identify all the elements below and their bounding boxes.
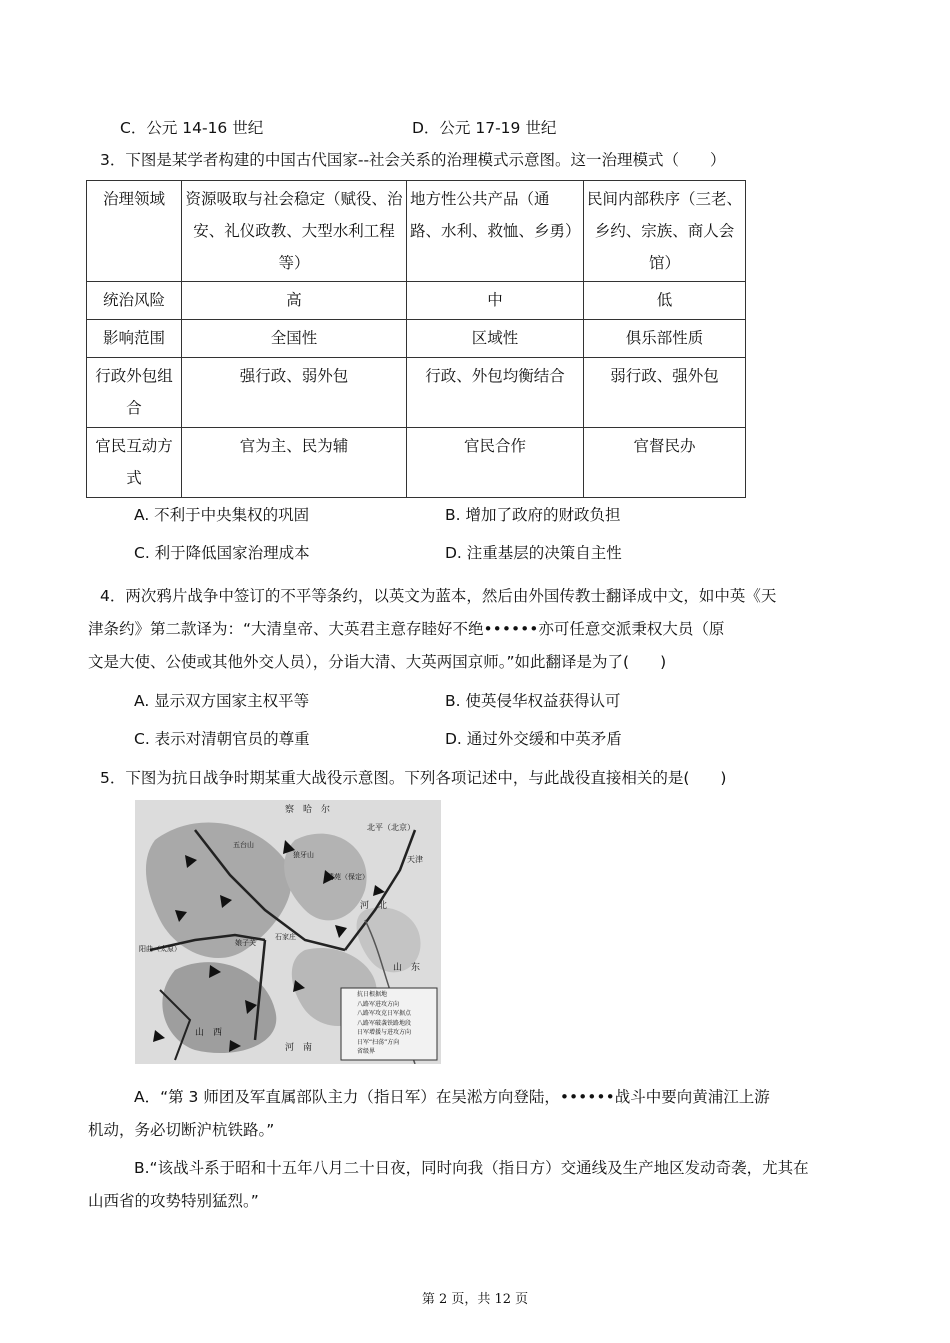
- q3-stem: 3．下图是某学者构建的中国古代国家--社会关系的治理模式示意图。这一治理模式（ ）: [100, 151, 726, 169]
- q4-option-a: A. 显示双方国家主权平等: [134, 692, 310, 710]
- map-label: 察 哈 尔: [285, 805, 331, 815]
- table-row: [87, 358, 746, 428]
- table-cell: 中: [407, 282, 584, 320]
- table-row: [87, 320, 746, 358]
- table-cell: 统治风险: [87, 282, 182, 320]
- map-legend: [357, 990, 411, 1057]
- table-row: [87, 428, 746, 498]
- table-cell: 弱行政、强外包: [584, 358, 746, 428]
- legend-item: 抗日根据地: [357, 991, 388, 998]
- table-cell: 官民互动方式: [87, 428, 182, 498]
- map-label: 狼牙山: [293, 851, 314, 859]
- map-label: 阳曲（太原）: [139, 945, 181, 953]
- q4-option-c: C. 表示对清朝官员的尊重: [134, 730, 310, 748]
- q5-option-a-line2: 机动，务必切断沪杭铁路。”: [88, 1121, 275, 1139]
- legend-item: 八路军进攻方向: [357, 1000, 400, 1008]
- q2-option-c: C．公元 14-16 世纪: [120, 119, 264, 137]
- table-cell: 高: [182, 282, 407, 320]
- legend-item: 日军增援与进攻方向: [357, 1029, 412, 1036]
- q3-option-c: C. 利于降低国家治理成本: [134, 544, 310, 562]
- q3-option-a: A. 不利于中央集权的巩固: [134, 506, 310, 524]
- table-cell: 地方性公共产品（通路、水利、救恤、乡勇）: [407, 181, 584, 282]
- legend-item: 省级界: [357, 1048, 376, 1055]
- q4-option-b: B. 使英侵华权益获得认可: [445, 692, 621, 710]
- table-cell: 强行政、弱外包: [182, 358, 407, 428]
- table-cell: 行政外包组合: [87, 358, 182, 428]
- table-cell: 俱乐部性质: [584, 320, 746, 358]
- map-label: 山 东: [393, 963, 421, 973]
- map-label: 山 西: [195, 1028, 223, 1038]
- q4-stem-line2: 津条约》第二款译为：“大清皇帝、大英君主意存睦好不绝••••••亦可任意交派秉权大员（原: [88, 620, 725, 638]
- table-cell: 官督民办: [584, 428, 746, 498]
- table-cell: 行政、外包均衡结合: [407, 358, 584, 428]
- governance-table: [86, 180, 746, 498]
- table-cell: 治理领域: [87, 181, 182, 282]
- map-label: 石家庄: [275, 933, 296, 941]
- table-row: [87, 282, 746, 320]
- table-cell: 低: [584, 282, 746, 320]
- legend-item: 八路军攻克日军据点: [357, 1010, 412, 1017]
- q5-option-b-line1: B.“该战斗系于昭和十五年八月二十日夜，同时向我（指日方）交通线及生产地区发动奇袭，尤其在: [134, 1159, 809, 1177]
- map-label: 天津: [407, 855, 423, 864]
- q2-option-d: D．公元 17-19 世纪: [412, 119, 557, 137]
- legend-item: 八路军破袭铁路地段: [357, 1019, 412, 1027]
- table-cell: 影响范围: [87, 320, 182, 358]
- legend-item: 日军“扫荡”方向: [357, 1038, 400, 1046]
- q3-option-d: D. 注重基层的决策自主性: [445, 544, 622, 562]
- table-cell: 区域性: [407, 320, 584, 358]
- map-label: 娘子关: [235, 939, 256, 947]
- page-footer: 第 2 页，共 12 页: [421, 1292, 529, 1307]
- map-label: 五台山: [233, 841, 254, 849]
- map-label: 河 北: [360, 901, 388, 911]
- q5-stem: 5．下图为抗日战争时期某重大战役示意图。下列各项记述中，与此战役直接相关的是( ): [100, 769, 727, 787]
- table-cell: 民间内部秩序（三老、乡约、宗族、商人会馆）: [584, 181, 746, 282]
- battle-map: [135, 800, 441, 1064]
- map-label: 清苑（保定）: [327, 873, 369, 881]
- table-row: [87, 181, 746, 282]
- table-cell: 官民合作: [407, 428, 584, 498]
- map-label: 北平（北京）: [367, 823, 415, 832]
- q4-stem-line3: 文是大使、公使或其他外交人员），分诣大清、大英两国京师。”如此翻译是为了( ): [88, 653, 667, 671]
- table-cell: 官为主、民为辅: [182, 428, 407, 498]
- q5-option-a-line1: A．“第 3 师团及军直属部队主力（指日军）在吴淞方向登陆，••••••战斗中要向黄浦江上游: [134, 1088, 770, 1106]
- table-cell: 全国性: [182, 320, 407, 358]
- table-cell: 资源吸取与社会稳定（赋役、治安、礼仪政教、大型水利工程等）: [182, 181, 407, 282]
- q4-stem-line1: 4．两次鸦片战争中签订的不平等条约，以英文为蓝本，然后由外国传教士翻译成中文，如中英《天: [100, 587, 777, 605]
- q4-option-d: D. 通过外交缓和中英矛盾: [445, 730, 622, 748]
- q5-option-b-line2: 山西省的攻势特别猛烈。”: [88, 1192, 259, 1210]
- q3-option-b: B. 增加了政府的财政负担: [445, 506, 621, 524]
- map-label: 河 南: [285, 1043, 313, 1053]
